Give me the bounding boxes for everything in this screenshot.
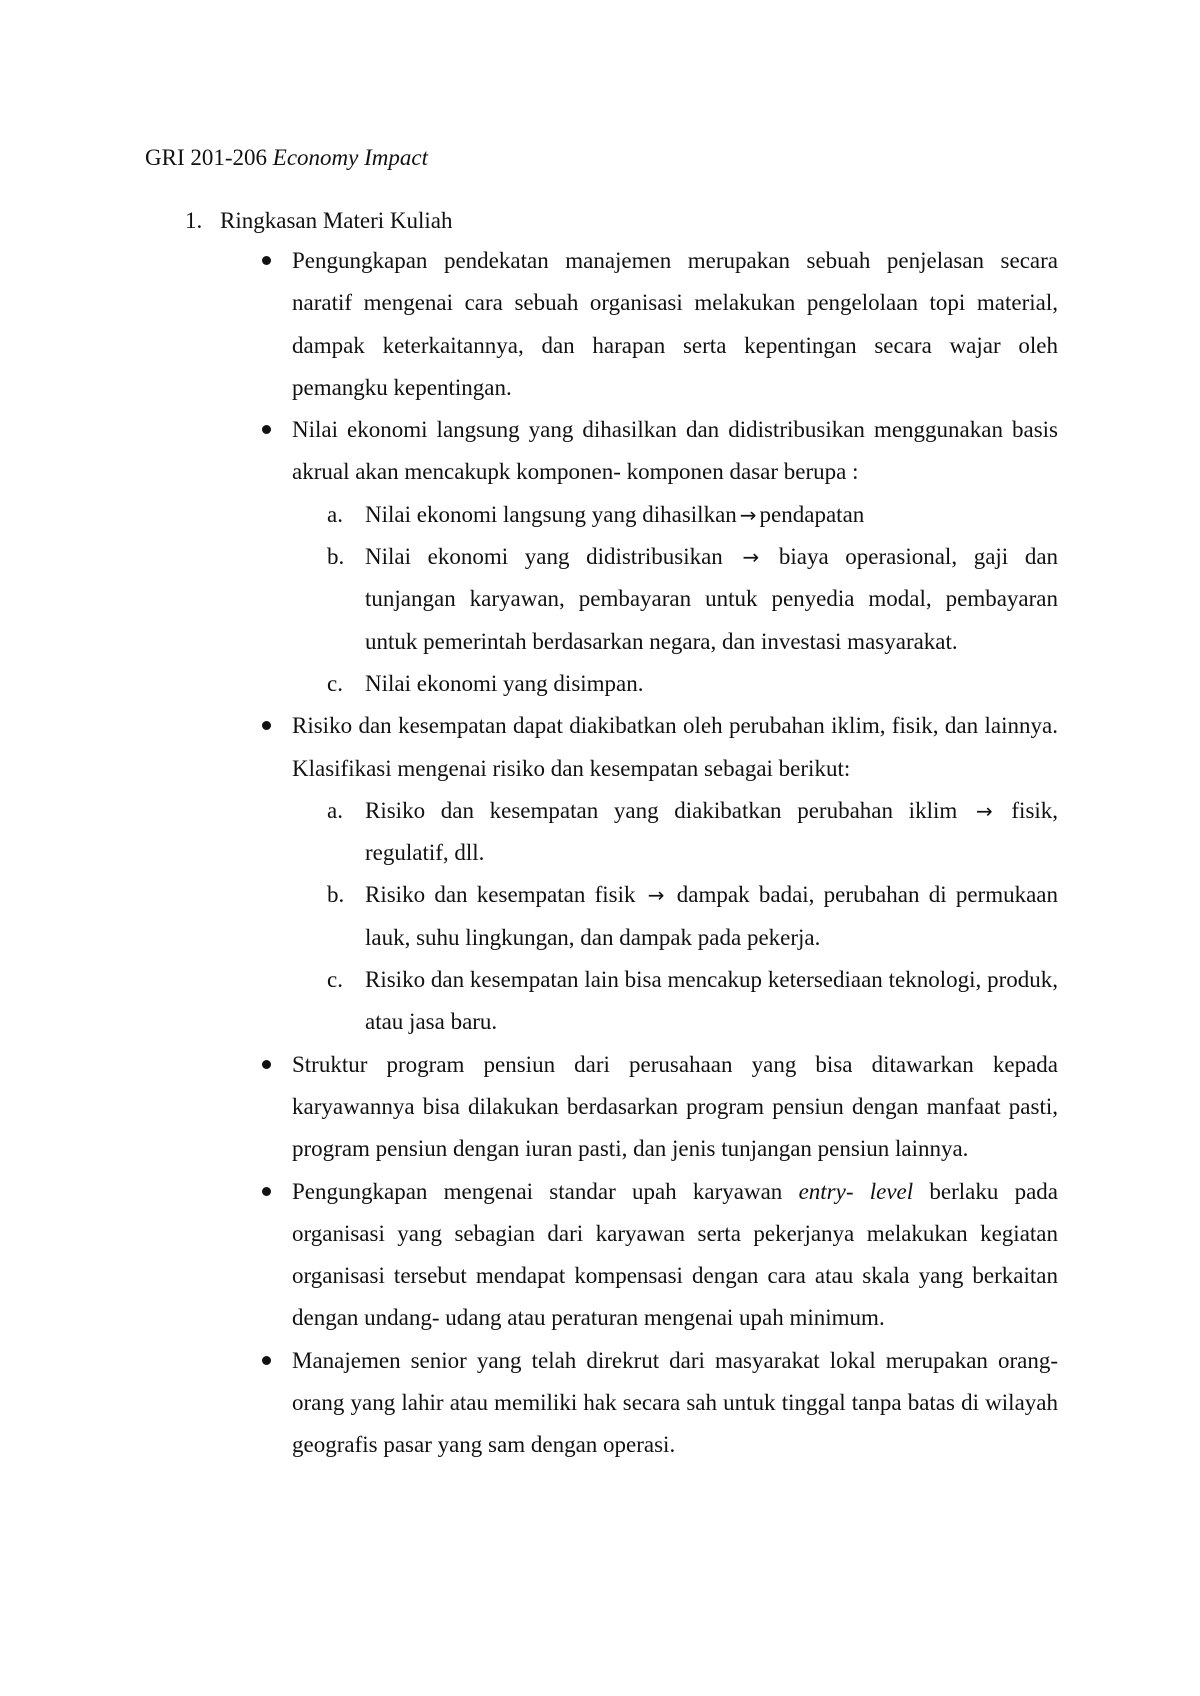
arrow-right-icon: → — [975, 798, 993, 823]
bullet-text: Struktur program pensiun dari perusahaan yang bisa ditawarkan kepada karyawannya bisa dilakukan berdasarkan program pensiun dengan manfaat pasti, program pensiun dengan iuran pasti, dan jenis tunjangan pensiun lainnya. — [292, 1051, 1058, 1162]
bullet-item — [292, 409, 1058, 705]
bullet-list — [0, 240, 1200, 1467]
sub-item-label: b. — [327, 544, 345, 570]
sub-item-text: Risiko dan kesempatan lain bisa mencakup ketersediaan teknologi, produk, atau jasa baru. — [365, 967, 1058, 1035]
sub-list-item — [327, 663, 1058, 705]
title-code: GRI 201-206 — [145, 145, 268, 170]
arrow-right-icon: → — [739, 502, 757, 527]
bullet-text: Nilai ekonomi langsung yang dihasilkan dan didistribusikan menggunakan basis akrual akan mencakupk komponen- komponen dasar berupa : — [292, 417, 1058, 485]
bullet-item — [292, 240, 1058, 409]
sub-list-item — [327, 494, 1058, 536]
bullet-text: Manajemen senior yang telah direkrut dari masyarakat lokal merupakan orang- orang yang lahir atau memiliki hak secara sah untuk tinggal tanpa batas di wilayah geografis pasar yang sam dengan operasi. — [292, 1347, 1058, 1458]
bullet-text: Risiko dan kesempatan dapat diakibatkan oleh perubahan iklim, fisik, dan lainnya. Klasifikasi mengenai risiko dan kesempatan sebagai berikut: — [292, 713, 1058, 781]
sub-list-item — [327, 790, 1059, 875]
bullet-item — [292, 1171, 1058, 1340]
sub-item-text: Risiko dan kesempatan yang diakibatkan perubahan iklim — [365, 797, 958, 823]
sub-item-label: a. — [327, 501, 343, 527]
bullet-item — [292, 1340, 1058, 1467]
bullet-text: Pengungkapan mengenai standar upah karyawan — [292, 1178, 783, 1204]
bullet-text: Pengungkapan pendekatan manajemen merupakan sebuah penjelasan secara naratif mengenai cara sebuah organisasi melakukan pengelolaan topi material, dampak keterkaitannya, dan harapan serta kepentingan secara wajar oleh pemangku kepentingan. — [292, 248, 1058, 400]
arrow-right-icon: → — [742, 545, 760, 570]
sub-item-result: biaya operasional, gaji dan tunjangan karyawan, pembayaran untuk penyedia modal, pembayaran untuk pemerintah berdasarkan negara, dan investasi masyarakat. — [365, 544, 1059, 654]
section-number: 1. — [185, 208, 203, 233]
bullet-text-italic: entry- level — [798, 1178, 914, 1204]
bullet-item — [292, 705, 1058, 1043]
bullet-dot-icon — [262, 1060, 271, 1069]
bullet-item — [292, 1044, 1058, 1171]
sub-item-label: a. — [327, 797, 343, 823]
sub-list-item — [327, 536, 1059, 663]
bullet-dot-icon — [262, 425, 271, 434]
sub-list-item — [327, 959, 1058, 1044]
sub-item-result: fisik, regulatif, dll. — [365, 797, 1059, 866]
sub-item-text: Risiko dan kesempatan fisik — [365, 882, 636, 908]
bullet-text-continued: berlaku pada organisasi yang sebagian dari karyawan serta pekerjanya melakukan kegiatan organisasi tersebut mendapat kompensasi dengan cara atau skala yang berkaitan dengan undang- udang atau peraturan mengenai upah minimum. — [292, 1178, 1059, 1331]
sub-item-label: c. — [327, 670, 343, 696]
bullet-dot-icon — [262, 256, 271, 265]
sub-list — [292, 790, 1058, 1044]
sub-item-result: pendapatan — [759, 501, 865, 527]
bullet-dot-icon — [262, 721, 271, 730]
document-title — [145, 142, 428, 174]
sub-item-text: Nilai ekonomi langsung yang dihasilkan — [365, 501, 737, 527]
sub-item-text: Nilai ekonomi yang didistribusikan — [365, 544, 723, 570]
section-heading-text: Ringkasan Materi Kuliah — [220, 208, 453, 233]
sub-item-text: Nilai ekonomi yang disimpan. — [365, 670, 644, 696]
title-italic: Economy Impact — [272, 145, 428, 170]
sub-list-item — [327, 874, 1059, 959]
sub-item-label: c. — [327, 967, 343, 993]
sub-item-label: b. — [327, 882, 345, 908]
bullet-dot-icon — [262, 1356, 271, 1365]
bullet-dot-icon — [262, 1187, 271, 1196]
arrow-right-icon: → — [647, 883, 665, 908]
sub-list — [292, 494, 1058, 705]
sub-item-result: dampak badai, perubahan di permukaan lauk, suhu lingkungan, dan dampak pada pekerja. — [365, 882, 1059, 950]
